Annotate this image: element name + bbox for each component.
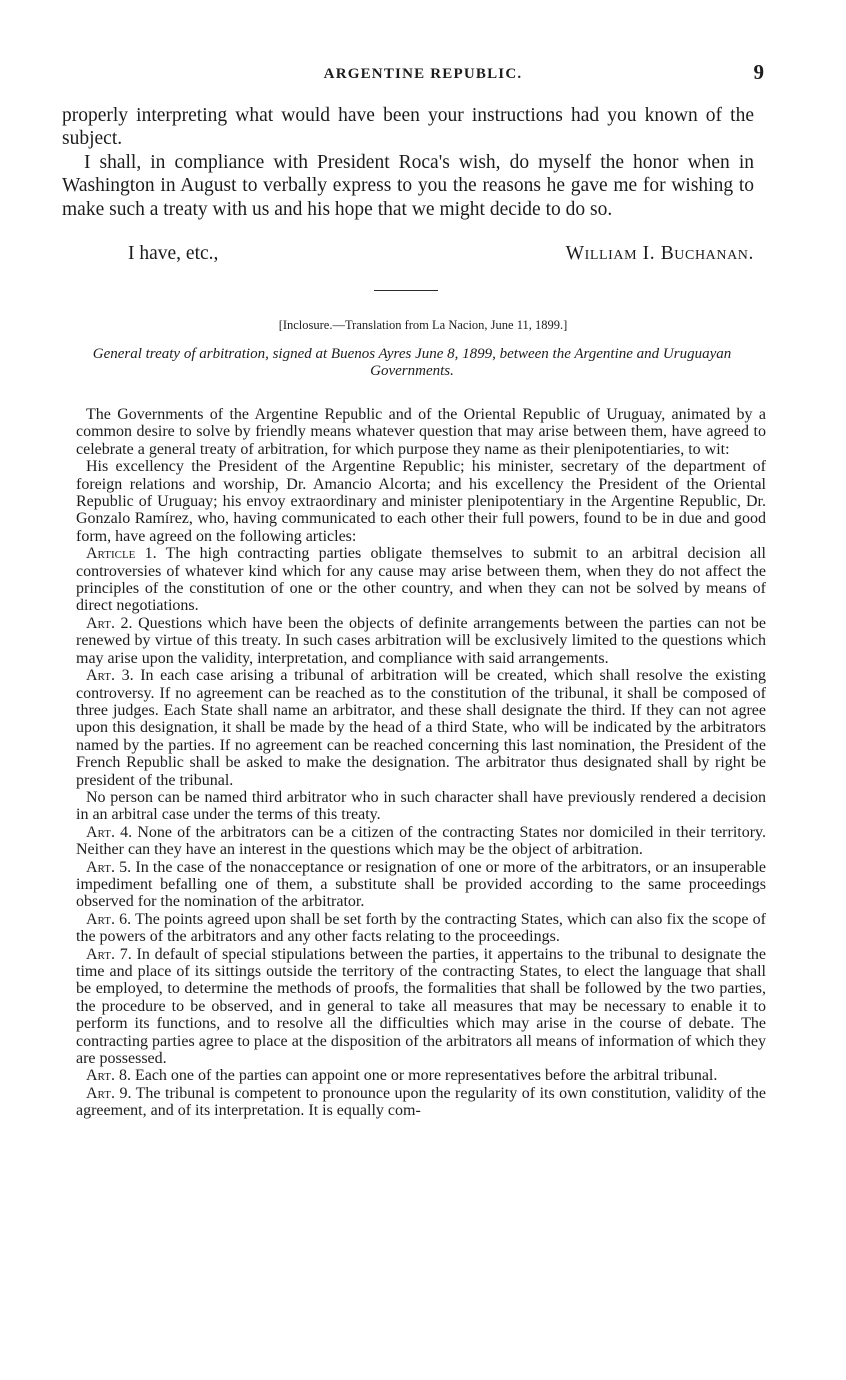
- treaty-article: [76, 615, 766, 667]
- article-label: Art. 4.: [86, 823, 133, 841]
- treaty-article: [76, 824, 766, 859]
- article-text: In each case arising a tribunal of arbitration will be created, which shall resolve the existing controversy. If no agreement can be reached as to the constitution of the tribunal, it shall be composed of three judges. Each State shall name an arbitrator, and these shall designate the third. If they can not agree upon this designation, it shall be made by the head of a third State, who will be indicated by the arbitrators named by the parties. If no agreement can be reached concerning this last nomination, the President of the French Republic shall be asked to make the designation. The arbitrator thus designated shall by right be president of the tribunal.: [76, 667, 767, 789]
- inclosure-note: [Inclosure.—Translation from La Nacion, June 11, 1899.]: [278, 318, 568, 332]
- treaty-preamble: The Governments of the Argentine Republic and of the Oriental Republic of Uruguay, animated by a common desire to solve by friendly means whatever question that may arise between them, have agreed to celebrate a general treaty of arbitration, for which purpose they name as their plenipotentiaries, to wit:: [76, 406, 766, 458]
- signature: William I. Buchanan.: [565, 243, 754, 264]
- article-label: Art. 6.: [86, 910, 132, 928]
- article-text: None of the arbitrators can be a citizen of the contracting States nor domiciled in their territory. Neither can they have an interest in the questions which may be the object of arbitration.: [76, 823, 767, 859]
- article-label: Art. 2.: [86, 614, 133, 632]
- article-label: Art. 8.: [86, 1067, 131, 1085]
- letter-continuation: [62, 104, 754, 221]
- article-label: Art. 3.: [86, 667, 134, 685]
- letter-paragraph: properly interpreting what would have been your instructions had you known of the subject.: [62, 105, 754, 150]
- page-header: [0, 62, 846, 92]
- article-label: Art. 9.: [86, 1084, 132, 1102]
- article-label: Art. 7.: [86, 945, 132, 963]
- treaty-body: [76, 406, 766, 1120]
- treaty-title: General treaty of arbitration, signed at Buenos Ayres June 8, 1899, between the Argentine and Uruguayan Governments.: [92, 346, 732, 379]
- treaty-article: [76, 1085, 766, 1120]
- article-label: Article 1.: [86, 545, 157, 563]
- treaty-article: [76, 859, 766, 911]
- article-text: The tribunal is competent to pronounce upon the regularity of its own constitution, validity of the agreement, and of its interpretation. It is equally com-: [76, 1084, 767, 1120]
- article-text: Questions which have been the objects of definite arrangements between the parties can not be renewed by virtue of this treaty. In such cases arbitration will be exclusively limited to the questions which may arise upon the validity, interpretation, and compliance with said arrangements.: [76, 614, 767, 667]
- complimentary-close: I have, etc.,: [128, 243, 219, 264]
- running-title: ARGENTINE REPUBLIC.: [323, 66, 523, 82]
- treaty-article: [76, 946, 766, 1068]
- letter-paragraph: I shall, in compliance with President Roca's wish, do myself the honor when in Washington in August to verbally express to you the reasons he gave me for wishing to make such a treaty with us and his hope that we might decide to do so.: [62, 151, 754, 220]
- page-number: 9: [753, 60, 764, 84]
- section-divider: [374, 290, 438, 291]
- treaty-article: [76, 1067, 766, 1084]
- article-text: In default of special stipulations between the parties, it appertains to the tribunal to designate the time and place of its sittings outside the territory of the contracting States, to elect the language that shall be employed, to determine the methods of proofs, the formalities that shall be followed by the two parties, the procedure to be observed, and in general to take all measures that may be necessary to enable it to perform its functions, and to resolve all the difficulties which may arise in the course of debate. The contracting parties agree to place at the disposition of the arbitrators all means of information of which they are possessed.: [76, 945, 767, 1068]
- letter-closing: [62, 243, 754, 273]
- treaty-article: [76, 667, 766, 789]
- article-text: In the case of the nonacceptance or resignation of one or more of the arbitrators, or an insuperable impediment befalling one of them, a substitute shall be provided according to the same proceedings observed for the nomination of the arbitrator.: [76, 858, 767, 911]
- treaty-article-continuation: [76, 789, 766, 824]
- article-text: The points agreed upon shall be set forth by the contracting States, which can also fix the scope of the powers of the arbitrators and any other facts relating to the proceedings.: [76, 910, 766, 946]
- article-text: Each one of the parties can appoint one or more representatives before the arbitral tribunal.: [134, 1067, 718, 1085]
- treaty-article: [76, 911, 766, 946]
- treaty-plenipotentiaries: His excellency the President of the Argentine Republic; his minister, secretary of the department of foreign relations and worship, Dr. Amancio Alcorta; and his excellency the President of the Oriental Republic of Uruguay; his envoy extraordinary and minister plenipotentiary in the Argentine Republic, Dr. Gonzalo Ramírez, who, having communicated to each other their full powers, found to be in due and good form, have agreed on the following articles:: [76, 458, 766, 545]
- article-text: No person can be named third arbitrator who in such character shall have previously rendered a decision in an arbitral case under the terms of this treaty.: [76, 788, 766, 824]
- treaty-article: [76, 545, 766, 615]
- article-label: Art. 5.: [86, 858, 132, 876]
- article-text: The high contracting parties obligate themselves to submit to an arbitral decision all controversies of whatever kind which for any cause may arise between them, when they do not affect the principles of the constitution of one or the other country, and when they can not be solved by means of direct negotiations.: [76, 545, 766, 615]
